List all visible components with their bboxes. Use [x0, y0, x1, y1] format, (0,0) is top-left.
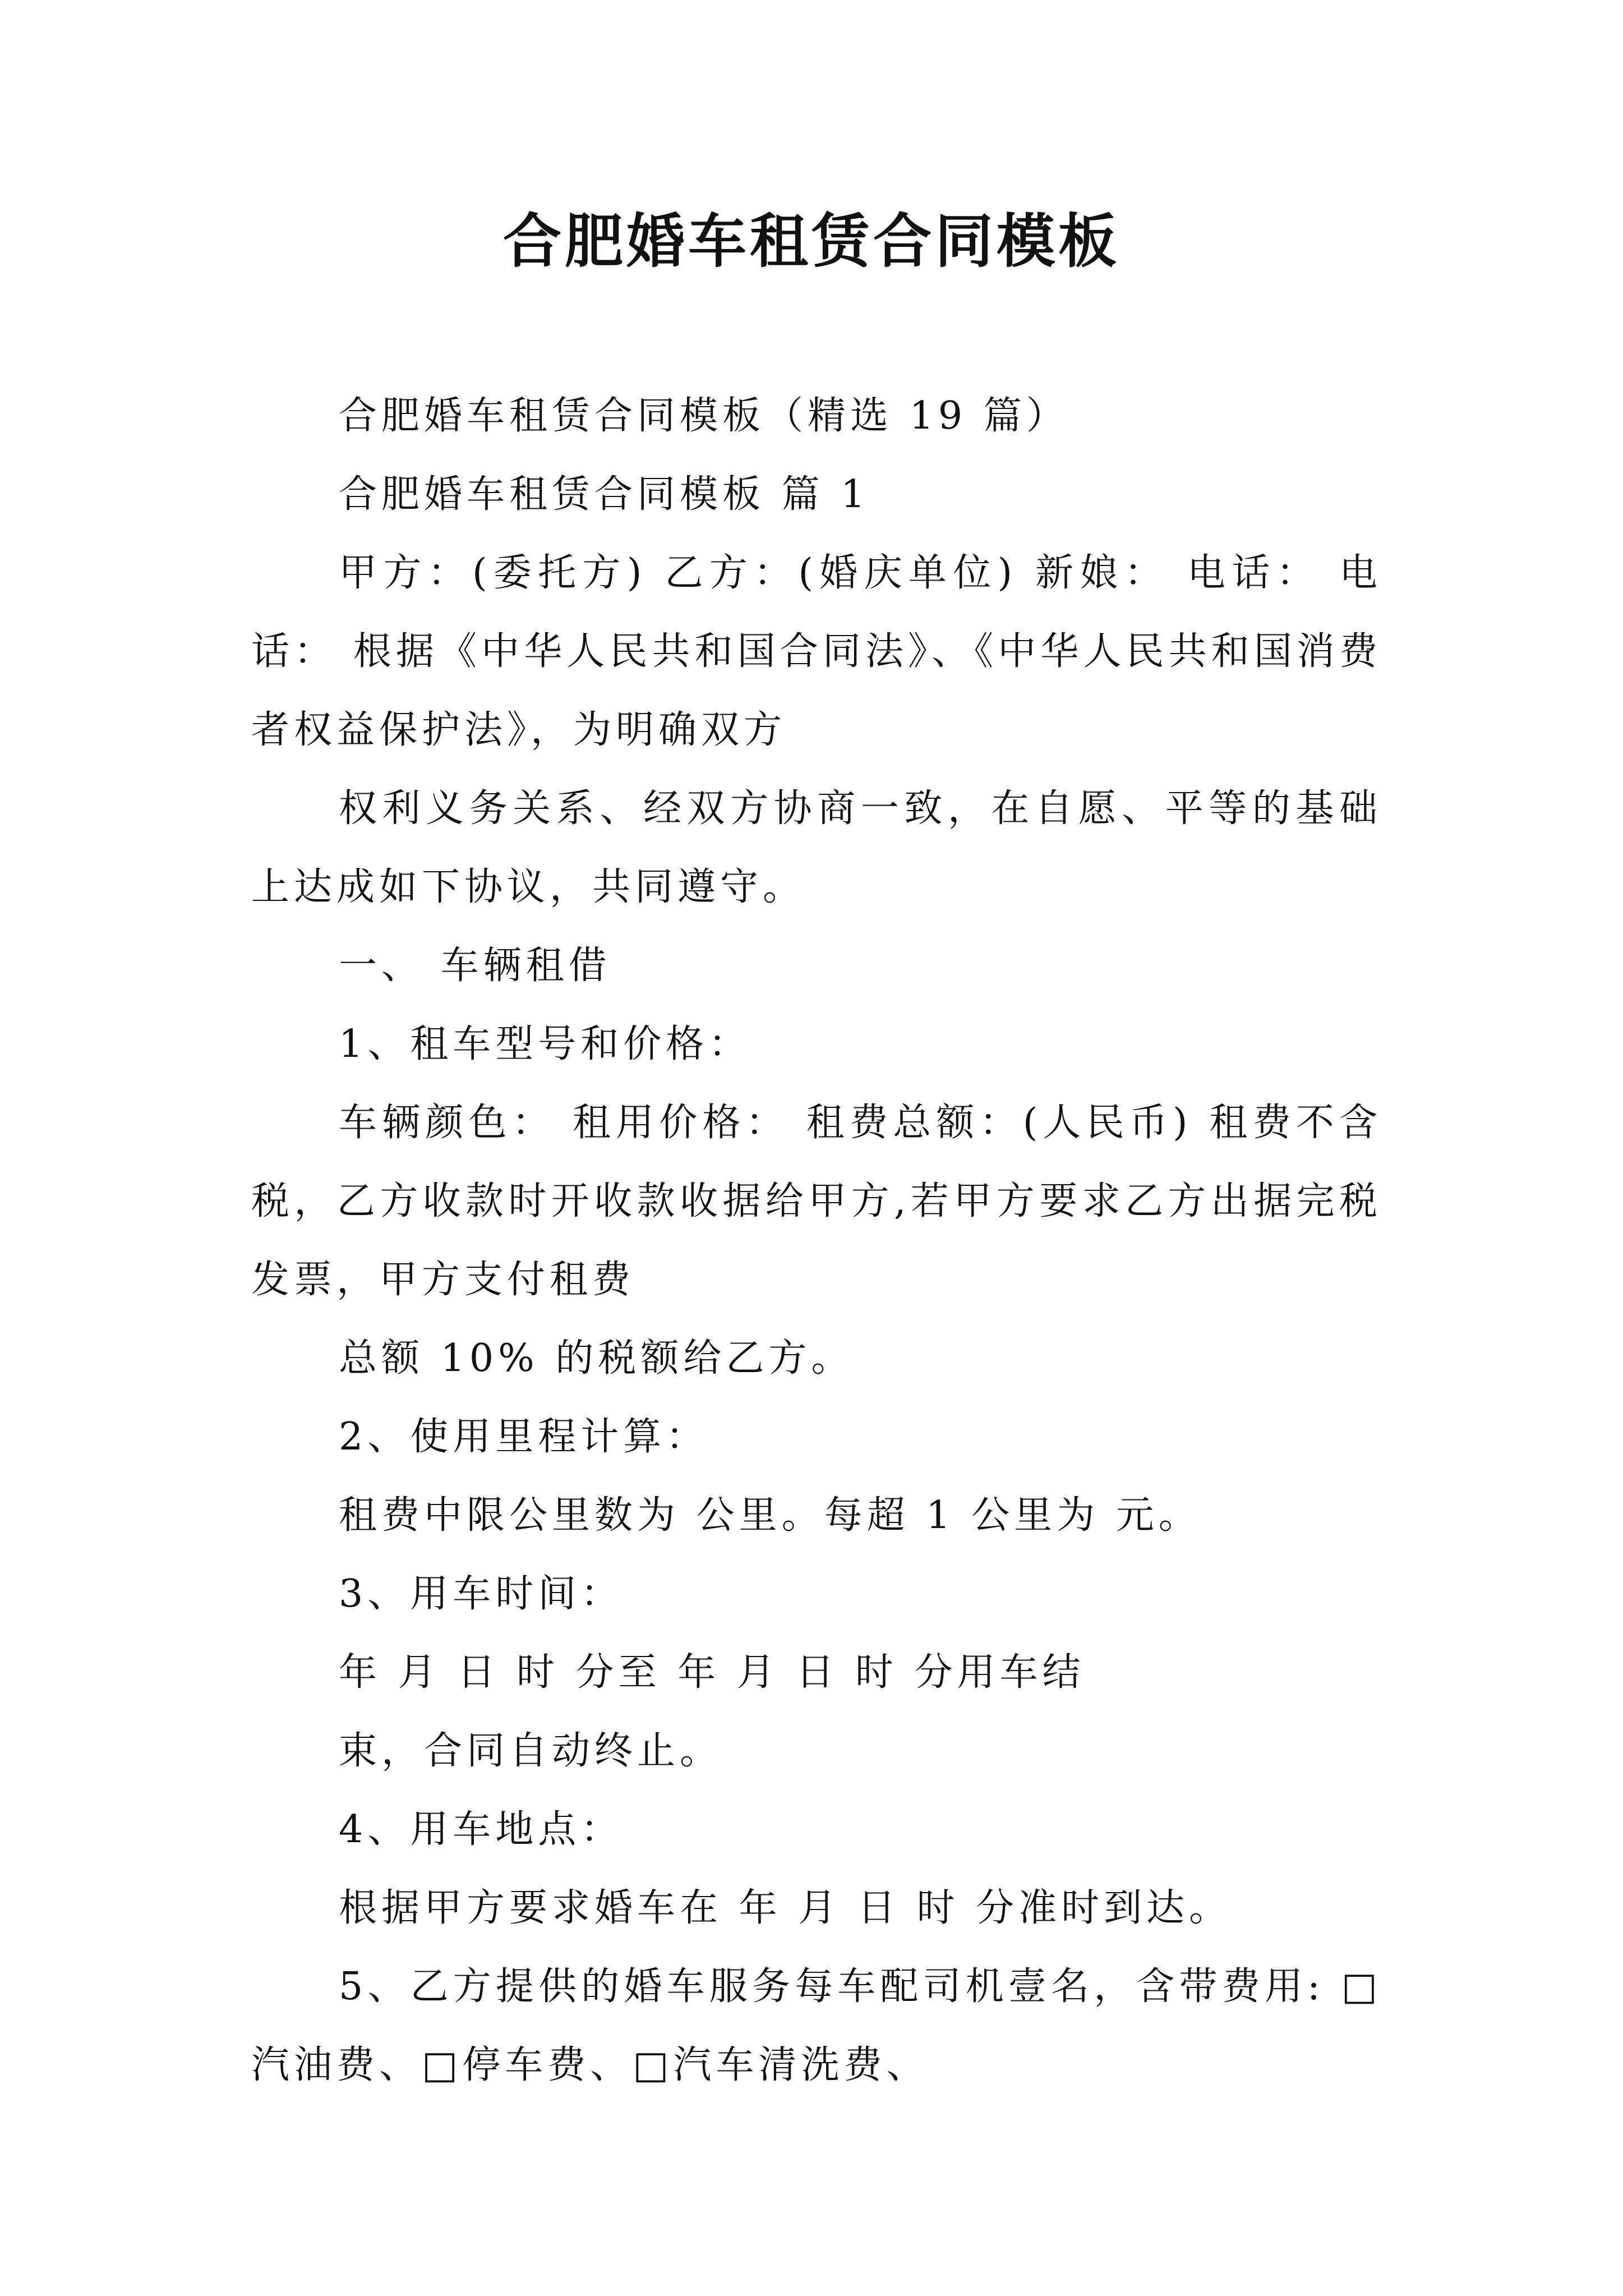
paragraph-location: 根据甲方要求婚车在 年 月 日 时 分准时到达。: [339, 1886, 1232, 1930]
paragraph-item-1: 1、租车型号和价格：: [339, 1022, 751, 1066]
paragraph-agreement: 权利义务关系、经双方协商一致，在自愿、平等的基础上达成如下协议，共同遵守。: [251, 786, 1382, 909]
paragraph-time-end: 束，合同自动终止。: [339, 1729, 723, 1773]
paragraph-time: 年 月 日 时 分至 年 月 日 时 分用车结: [339, 1650, 1085, 1695]
paragraph-mileage: 租费中限公里数为 公里。每超 1 公里为 元。: [339, 1493, 1201, 1538]
document-title: 合肥婚车租赁合同模板: [502, 206, 1120, 275]
paragraph-tax: 总额 10% 的税额给乙方。: [339, 1336, 854, 1381]
paragraph-item-5: 5、乙方提供的婚车服务每车配司机壹名，含带费用: □汽油费、□停车费、□汽车清洗费、: [251, 1964, 1382, 2087]
paragraph-parties: 甲方：(委托方) 乙方：(婚庆单位) 新娘： 电话： 电话： 根据《中华人民共和国合同法》、《中华人民共和国消费者权益保护法》，为明确双方: [251, 551, 1382, 752]
paragraph-item-4: 4、用车地点：: [339, 1807, 624, 1852]
paragraph-section-heading: 合肥婚车租赁合同模板 篇 1: [339, 472, 870, 517]
paragraph-subtitle: 合肥婚车租赁合同模板（精选 19 篇）: [339, 394, 1069, 438]
paragraph-clause-one-heading: 一、 车辆租借: [339, 944, 611, 988]
paragraph-item-3: 3、用车时间：: [339, 1572, 624, 1616]
paragraph-vehicle-price: 车辆颜色： 租用价格： 租费总额：(人民币) 租费不含税，乙方收款时开收款收据给甲方,若甲方要求乙方出据完税发票，甲方支付租费: [251, 1101, 1382, 1302]
document-body: [251, 377, 1382, 2105]
paragraph-item-2: 2、使用里程计算：: [339, 1415, 709, 1459]
